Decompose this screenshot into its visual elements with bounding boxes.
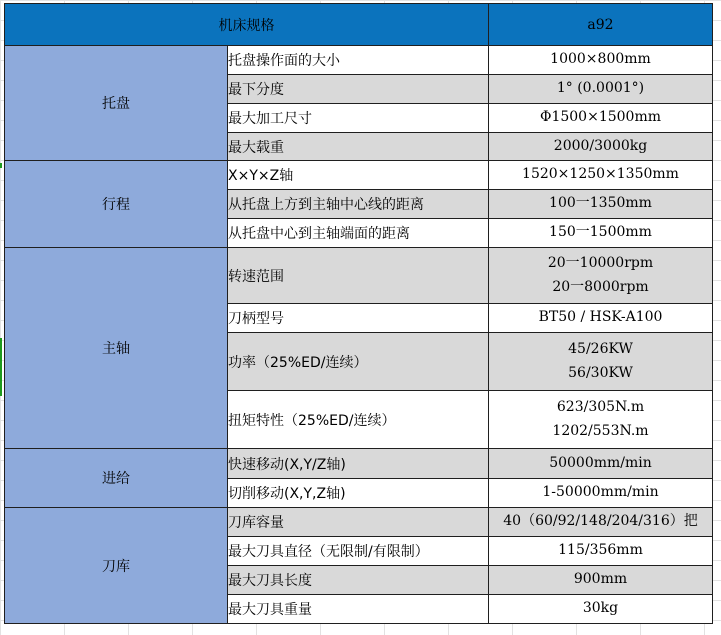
table-title[interactable]: 机床规格 xyxy=(5,4,489,46)
value-line: 20一10000rpm xyxy=(547,255,654,272)
value-line: 30kg xyxy=(582,600,619,617)
value-cell[interactable] xyxy=(489,304,713,333)
value-cell[interactable] xyxy=(489,449,713,479)
parameter-cell[interactable]: X×Y×Z轴 xyxy=(228,161,489,190)
value-cell[interactable] xyxy=(489,219,713,248)
category-cell[interactable]: 进给 xyxy=(5,449,228,508)
parameter-cell[interactable]: 转速范围 xyxy=(228,248,489,304)
value-line: 1° (0.0001°) xyxy=(556,80,645,97)
value-cell[interactable] xyxy=(489,161,713,190)
cell-marker xyxy=(0,338,2,396)
value-line: 1202/553N.m xyxy=(552,422,649,439)
category-cell[interactable]: 刀库 xyxy=(5,508,228,624)
parameter-cell[interactable]: 功率（25%ED/连续） xyxy=(228,333,489,391)
value-line: 20一8000rpm xyxy=(552,278,649,295)
value-cell[interactable] xyxy=(489,508,713,537)
value-line: 56/30KW xyxy=(568,364,633,381)
value-cell[interactable] xyxy=(489,537,713,566)
table-row xyxy=(5,449,713,479)
value-cell[interactable] xyxy=(489,104,713,133)
table-row xyxy=(5,161,713,190)
value-cell[interactable] xyxy=(489,248,713,304)
value-line: 2000/3000kg xyxy=(553,137,648,154)
value-cell[interactable] xyxy=(489,46,713,75)
value-line: 1000×800mm xyxy=(550,51,651,68)
parameter-cell[interactable]: 最大刀具直径（无限制/有限制） xyxy=(228,537,489,566)
value-cell[interactable] xyxy=(489,333,713,391)
model-name[interactable]: a92 xyxy=(489,4,713,46)
value-line: 150一1500mm xyxy=(549,224,652,241)
value-cell[interactable] xyxy=(489,479,713,508)
value-line: 1-50000mm/min xyxy=(542,484,659,501)
category-cell[interactable]: 主轴 xyxy=(5,248,228,449)
value-cell[interactable] xyxy=(489,190,713,219)
value-line: 900mm xyxy=(573,571,628,588)
category-cell[interactable]: 托盘 xyxy=(5,46,228,161)
value-cell[interactable] xyxy=(489,391,713,449)
header-row xyxy=(5,4,713,46)
value-line: 45/26KW xyxy=(568,341,633,358)
value-line: BT50 / HSK-A100 xyxy=(538,309,663,326)
category-cell[interactable]: 行程 xyxy=(5,161,228,248)
parameter-cell[interactable]: 从托盘上方到主轴中心线的距离 xyxy=(228,190,489,219)
parameter-cell[interactable]: 托盘操作面的大小 xyxy=(228,46,489,75)
spec-table xyxy=(4,3,713,624)
value-line: 50000mm/min xyxy=(549,454,652,471)
table-row xyxy=(5,508,713,537)
parameter-cell[interactable]: 最大载重 xyxy=(228,133,489,161)
parameter-cell[interactable]: 扭矩特性（25%ED/连续） xyxy=(228,391,489,449)
cell-marker xyxy=(0,163,2,168)
value-line: Φ1500×1500mm xyxy=(539,109,662,126)
parameter-cell[interactable]: 切削移动(X,Y,Z轴) xyxy=(228,479,489,508)
parameter-cell[interactable]: 从托盘中心到主轴端面的距离 xyxy=(228,219,489,248)
value-line: 100一1350mm xyxy=(549,195,652,212)
parameter-cell[interactable]: 最大刀具重量 xyxy=(228,595,489,624)
value-cell[interactable] xyxy=(489,566,713,595)
parameter-cell[interactable]: 刀库容量 xyxy=(228,508,489,537)
value-line: 623/305N.m xyxy=(556,399,645,416)
value-line: 40（60/92/148/204/316）把 xyxy=(503,513,698,530)
parameter-cell[interactable]: 最下分度 xyxy=(228,75,489,104)
parameter-cell[interactable]: 最大加工尺寸 xyxy=(228,104,489,133)
value-cell[interactable] xyxy=(489,133,713,161)
parameter-cell[interactable]: 刀柄型号 xyxy=(228,304,489,333)
parameter-cell[interactable]: 快速移动(X,Y/Z轴) xyxy=(228,449,489,479)
table-row xyxy=(5,46,713,75)
value-cell[interactable] xyxy=(489,75,713,104)
value-cell[interactable] xyxy=(489,595,713,624)
parameter-cell[interactable]: 最大刀具长度 xyxy=(228,566,489,595)
table-row xyxy=(5,248,713,304)
value-line: 1520×1250×1350mm xyxy=(522,166,679,183)
value-line: 115/356mm xyxy=(558,542,643,559)
